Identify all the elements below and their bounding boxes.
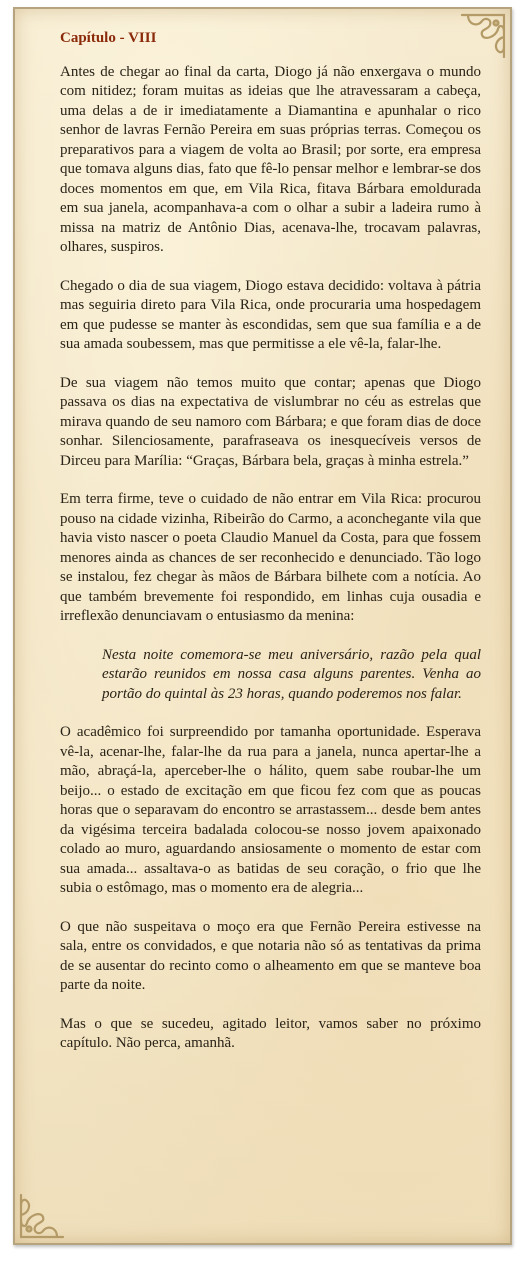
paragraph: Em terra firme, teve o cuidado de não entrar em Vila Rica: procurou pouso na cidade vizinha, Ribeirão do Carmo, a aconchegante vila que havia visto nascer o poeta Claudio Manuel da Costa, para que fossem menores ainda as chances de ser reconhecido e denunciado. Tão logo se instalou, fez chegar às mãos de Bárbara bilhete com a notícia. Ao que também brevemente foi respondido, em linhas cuja ousadia e irreflexão denunciavam o entusiasmo da menina: [60,491,481,624]
paragraph: De sua viagem não temos muito que contar; apenas que Diogo passava os dias na expectativa de vislumbrar no céu as estrelas que mirava quando de seu namoro com Bárbara; e que foram dias de doce sonhar. Silenciosamente, parafraseava os inesquecíveis versos de Dirceu para Marília: “Graças, Bárbara bela, graças à minha estrela.” [60,374,481,469]
corner-ornament-bottom-left-icon [17,1189,69,1241]
paragraph: Chegado o dia de sua viagem, Diogo estava decidido: voltava à pátria mas seguiria direto para Vila Rica, onde procuraria uma hospedagem em que pudesse se manter às escondidas, sem que sua família e a de sua amada soubessem, mas que permitisse a ele vê-la, falar-lhe. [60,277,481,352]
parchment-frame [13,7,512,1245]
paragraph: Antes de chegar ao final da carta, Diogo já não enxergava o mundo com nitidez; foram muitas as ideias que lhe atravessaram a cabeça, uma delas a de ir imediatamente a Diamantina e apunhalar o rico senhor de lavras Fernão Pereira em suas próprias terras. Começou os preparativos para a viagem de volta ao Brasil; por sorte, era empresa que tomava alguns dias, fato que fê-lo pensar melhor e lembrar-se dos doces momentos em que, em Vila Rica, fitava Bárbara emoldurada em sua janela, acompanhava-a com o olhar a subir a ladeira rumo à missa na matriz de Antônio Dias, acenava-lhe, trocavam palavras, olhares, suspiros. [60,63,481,255]
paragraph: O acadêmico foi surpreendido por tamanha oportunidade. Esperava vê-la, acenar-lhe, falar-lhe da rua para a janela, nunca apertar-lhe a mão, abraçá-la, aperceber-lhe o hálito, quem sabe roubar-lhe um beijo... o estado de excitação em que ficou fez com que as poucas horas que o separavam do encontro se arrastassem... desde bem antes da vigésima terceira badalada colocou-se nosso jovem apaixonado colado ao muro, aguardando ansiosamente o momento de estar com sua amada... assaltava-o as batidas de seu coração, o frio que lhe subia o estômago, mas o momento era de alegria... [60,724,481,896]
letter-quote: Nesta noite comemora-se meu aniversário, razão pela qual estarão reunidos em nossa casa alguns parentes. Venha ao portão do quintal às 23 horas, quando poderemos nos falar. [102,646,481,702]
paragraph: O que não suspeitava o moço era que Fernão Pereira estivesse na sala, entre os convidados, e que notaria não só as tentativas da prima de se ausentar do recinto como o alheamento em que se manteve boa parte da noite. [60,918,481,993]
chapter-title: Capítulo - VIII [60,30,157,46]
chapter-content [60,29,481,1073]
paragraph: Mas o que se sucedeu, agitado leitor, vamos saber no próximo capítulo. Não perca, amanhã. [60,1015,481,1051]
